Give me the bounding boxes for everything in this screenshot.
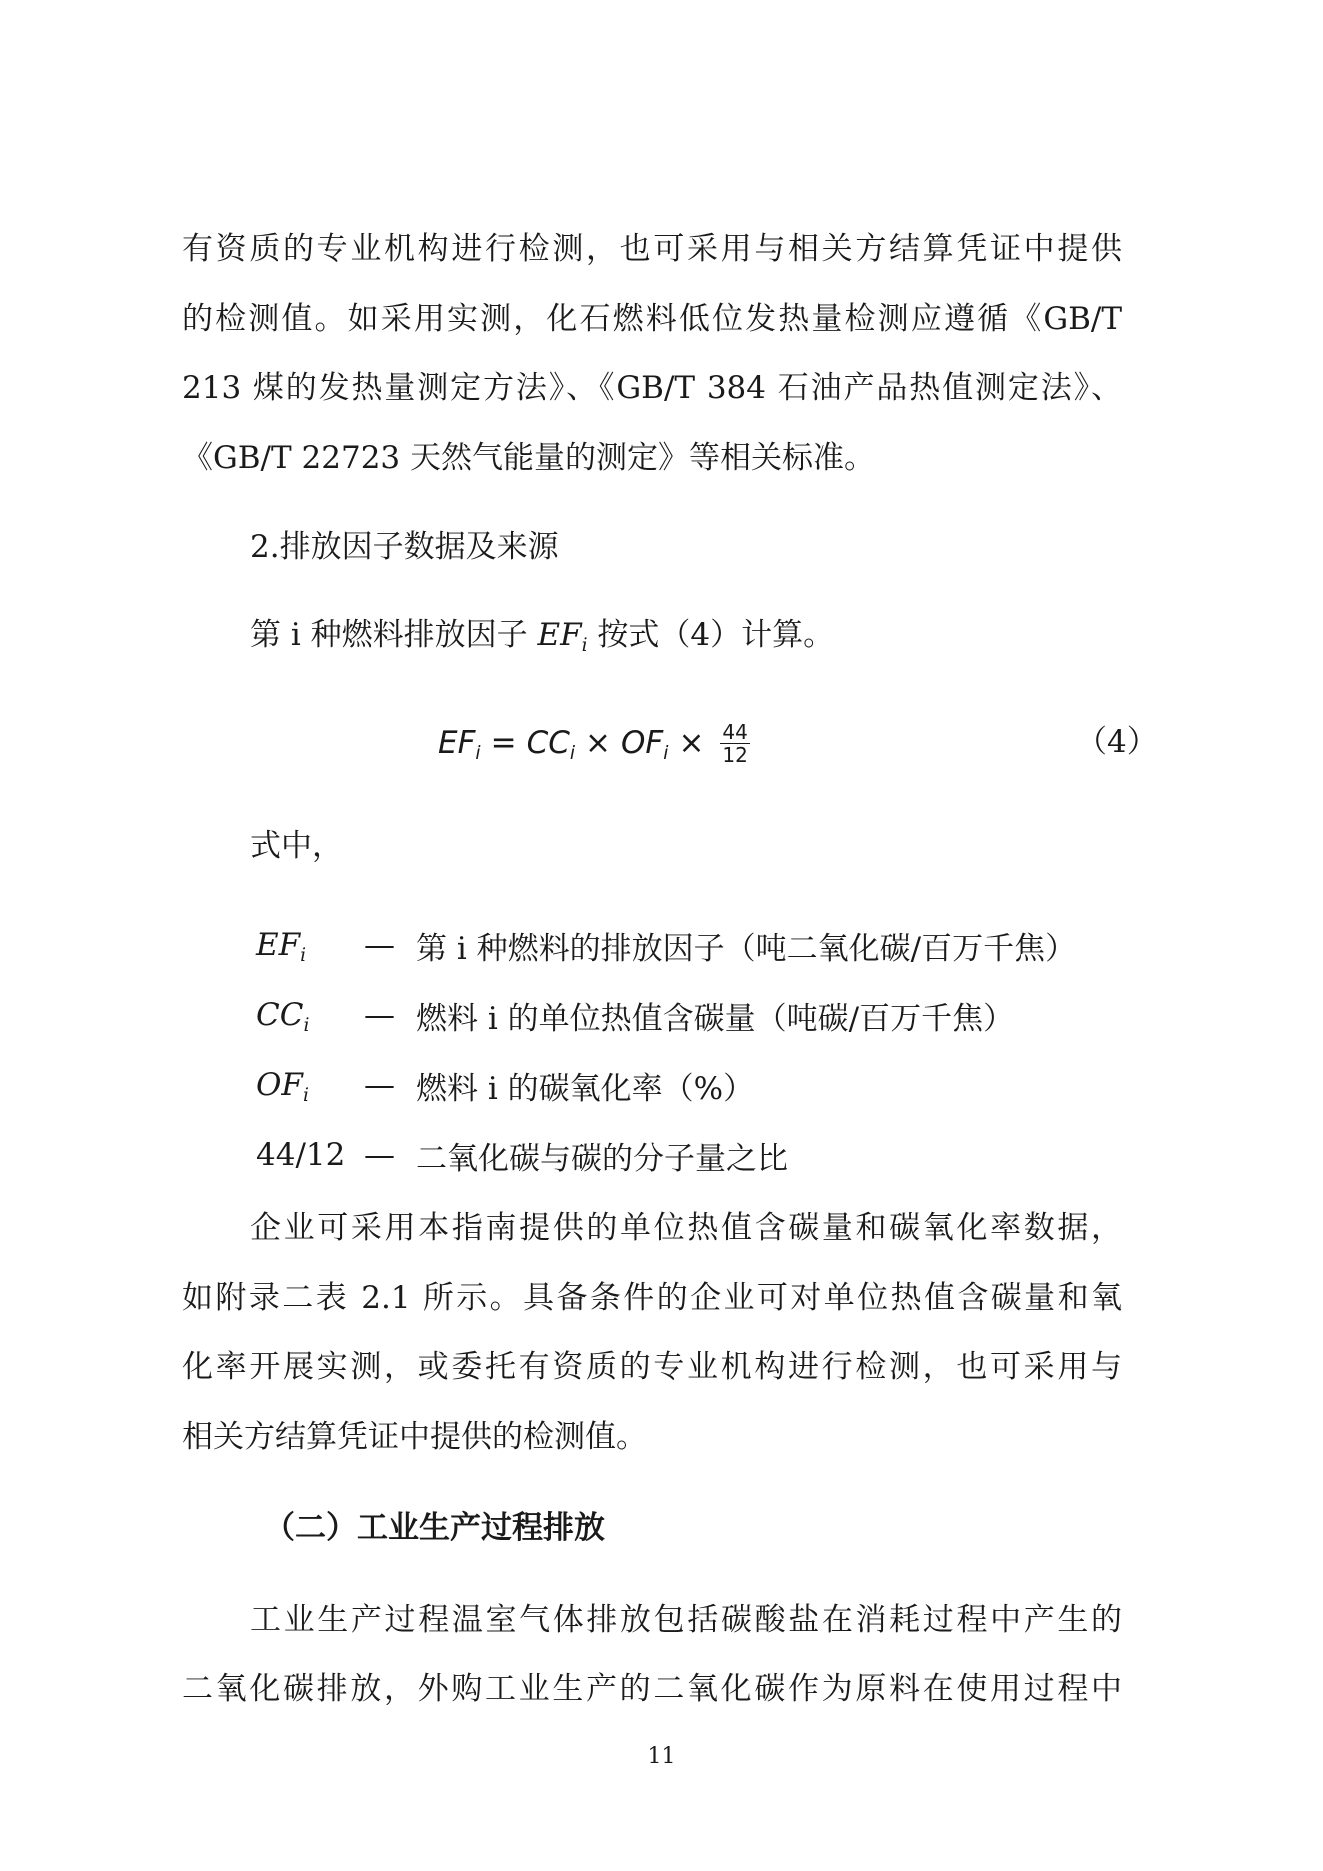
definition-list — [256, 910, 1076, 1190]
formula-times-2: × — [678, 725, 705, 761]
section2-title: 2.排放因子数据及来源 — [250, 529, 559, 565]
para1-line-2: 的检测值。如采用实测，化石燃料低位发热量检测应遵循《GB/T — [182, 301, 1122, 337]
para1-line-3: 213 煤的发热量测定方法》、《GB/T 384 石油产品热值测定法》、 — [182, 370, 1122, 406]
definition-row: $EF_i$ — 第 i 种燃料的排放因子（吨二氧化碳/百万千焦） — [256, 927, 1077, 967]
definition-row: 44/12 — 二氧化碳与碳的分子量之比 — [256, 1137, 788, 1177]
para2-line-4: 相关方结算凭证中提供的检测值。 — [182, 1419, 647, 1455]
definition-row: $CC_i$ — 燃料 i 的单位热值含碳量（吨碳/百万千焦） — [256, 997, 1015, 1037]
formula-4 — [438, 708, 750, 778]
para3-line-1: 工业生产过程温室气体排放包括碳酸盐在消耗过程中产生的 — [250, 1602, 1122, 1638]
equation-number: （4） — [1076, 724, 1158, 760]
para3-line-2: 二氧化碳排放，外购工业生产的二氧化碳作为原料在使用过程中 — [182, 1671, 1122, 1707]
formula-term-of: $OF_i$ — [621, 725, 669, 764]
para2-line-2: 如附录二表 2.1 所示。具备条件的企业可对单位热值含碳量和氧 — [182, 1280, 1122, 1316]
definition-row: $OF_i$ — 燃料 i 的碳氧化率（%） — [256, 1067, 755, 1107]
formula-intro: 第 i 种燃料排放因子 $EF_i$ 按式（4）计算。 — [250, 617, 835, 656]
where-label: 式中， — [250, 828, 343, 864]
formula-term-cc: $CC_i$ — [526, 725, 576, 764]
formula-lhs: $EF_i$ — [438, 725, 481, 764]
para1-line-4: 《GB/T 22723 天然气能量的测定》等相关标准。 — [182, 440, 875, 476]
page-number: 11 — [647, 1744, 676, 1769]
para2-line-1: 企业可采用本指南提供的单位热值含碳量和碳氧化率数据， — [250, 1210, 1122, 1246]
para2-line-3: 化率开展实测，或委托有资质的专业机构进行检测，也可采用与 — [182, 1349, 1122, 1385]
formula-fraction: $\frac{44}{12}$ — [722, 719, 748, 767]
section-heading: （二）工业生产过程排放 — [264, 1510, 605, 1546]
formula-times-1: × — [585, 725, 612, 761]
para1-line-1: 有资质的专业机构进行检测，也可采用与相关方结算凭证中提供 — [182, 231, 1122, 267]
formula-equals: = — [490, 725, 517, 761]
